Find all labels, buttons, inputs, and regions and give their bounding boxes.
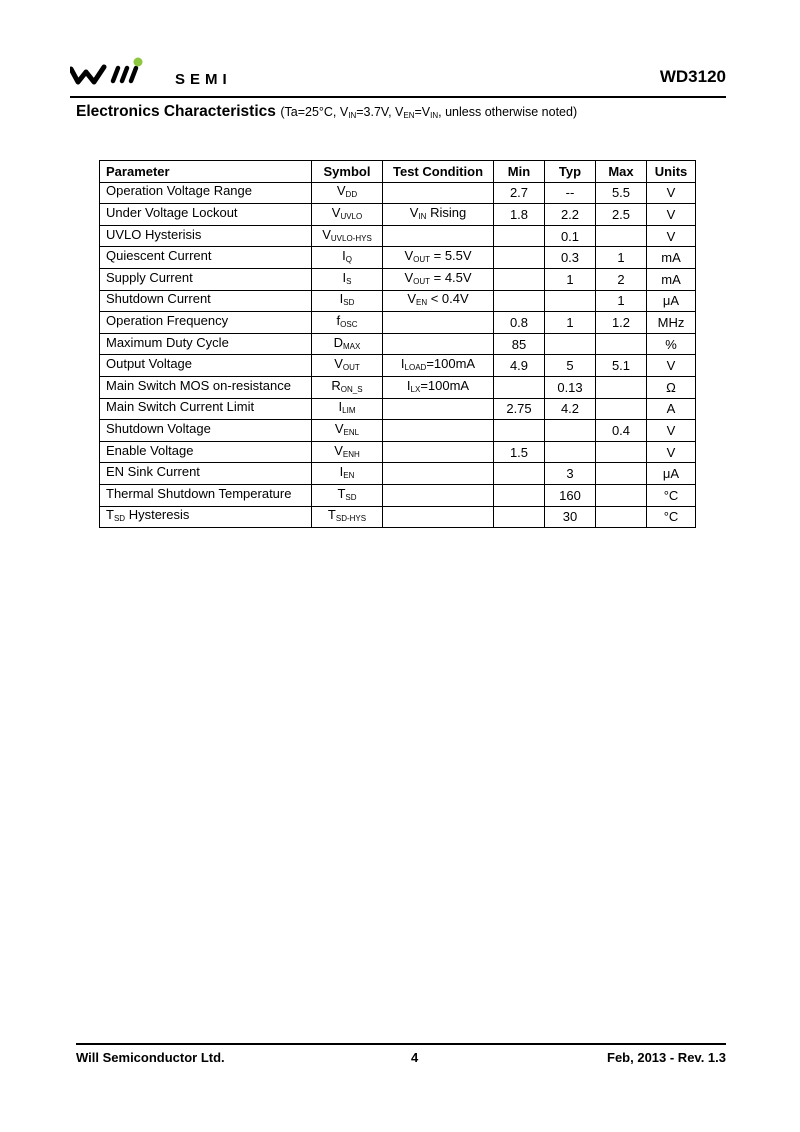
page-footer	[76, 1043, 726, 1067]
column-header: Max	[596, 161, 647, 183]
column-header: Test Condition	[383, 161, 494, 183]
units-cell: °C	[647, 484, 696, 506]
table-row	[100, 204, 696, 226]
typ-cell: 2.2	[545, 204, 596, 226]
test-condition-cell	[383, 312, 494, 334]
section-title	[76, 103, 577, 121]
units-cell: μA	[647, 463, 696, 485]
min-cell	[494, 420, 545, 442]
typ-cell: 5	[545, 355, 596, 377]
symbol-cell: $I_Q$	[312, 247, 383, 269]
max-cell	[596, 225, 647, 247]
typ-cell: 160	[545, 484, 596, 506]
symbol-cell: $V_{UVLO-HYS}$	[312, 225, 383, 247]
units-cell: μA	[647, 290, 696, 312]
table-row	[100, 312, 696, 334]
units-cell: V	[647, 204, 696, 226]
typ-cell	[545, 290, 596, 312]
parameter-cell: Thermal Shutdown Temperature	[100, 484, 312, 506]
max-cell	[596, 376, 647, 398]
parameter-cell: Shutdown Voltage	[100, 420, 312, 442]
table-row	[100, 376, 696, 398]
symbol-cell: $V_{UVLO}$	[312, 204, 383, 226]
units-cell: °C	[647, 506, 696, 528]
column-header: Units	[647, 161, 696, 183]
units-cell: mA	[647, 268, 696, 290]
table-row	[100, 506, 696, 528]
document-id: WD3120	[659, 67, 726, 86]
units-cell: mA	[647, 247, 696, 269]
logo-text: SEMI	[175, 71, 232, 88]
column-header: Parameter	[100, 161, 312, 183]
min-cell: 1.5	[494, 441, 545, 463]
test-condition-cell	[383, 441, 494, 463]
test-condition-cell	[383, 333, 494, 355]
table-row	[100, 484, 696, 506]
symbol-cell: $f_{OSC}$	[312, 312, 383, 334]
test-condition-cell: $V_{EN} < 0.4V$	[383, 290, 494, 312]
column-header: Typ	[545, 161, 596, 183]
max-cell	[596, 484, 647, 506]
max-cell: 1	[596, 247, 647, 269]
test-condition-cell: $V_{OUT} = 5.5V$	[383, 247, 494, 269]
typ-cell	[545, 420, 596, 442]
units-cell: Ω	[647, 376, 696, 398]
typ-cell: 0.1	[545, 225, 596, 247]
max-cell: 2	[596, 268, 647, 290]
parameter-cell: UVLO Hysterisis	[100, 225, 312, 247]
column-header: Min	[494, 161, 545, 183]
max-cell	[596, 506, 647, 528]
typ-cell	[545, 333, 596, 355]
units-cell: V	[647, 420, 696, 442]
min-cell	[494, 376, 545, 398]
max-cell: 1	[596, 290, 647, 312]
test-condition-cell: $V_{IN}$ Rising	[383, 204, 494, 226]
table-row	[100, 268, 696, 290]
typ-cell: 0.13	[545, 376, 596, 398]
symbol-cell: $I_{LIM}$	[312, 398, 383, 420]
min-cell: 2.75	[494, 398, 545, 420]
min-cell: 85	[494, 333, 545, 355]
typ-cell	[545, 441, 596, 463]
parameter-cell: EN Sink Current	[100, 463, 312, 485]
parameter-cell: Main Switch Current Limit	[100, 398, 312, 420]
electrical-characteristics-table	[99, 160, 696, 528]
max-cell	[596, 463, 647, 485]
min-cell	[494, 290, 545, 312]
table-row	[100, 420, 696, 442]
min-cell: 2.7	[494, 182, 545, 204]
parameter-cell: Supply Current	[100, 268, 312, 290]
max-cell: 1.2	[596, 312, 647, 334]
parameter-cell: Operation Frequency	[100, 312, 312, 334]
will-logo-mark-icon	[70, 56, 170, 90]
max-cell: 2.5	[596, 204, 647, 226]
min-cell	[494, 225, 545, 247]
symbol-cell: $I_S$	[312, 268, 383, 290]
min-cell	[494, 484, 545, 506]
parameter-cell: $T_{SD}$ Hysteresis	[100, 506, 312, 528]
parameter-cell: Under Voltage Lockout	[100, 204, 312, 226]
typ-cell: 4.2	[545, 398, 596, 420]
typ-cell: 1	[545, 268, 596, 290]
test-condition-cell	[383, 484, 494, 506]
parameter-cell: Main Switch MOS on-resistance	[100, 376, 312, 398]
units-cell: V	[647, 441, 696, 463]
table-header-row	[100, 161, 696, 183]
symbol-cell: $I_{EN}$	[312, 463, 383, 485]
max-cell: 5.5	[596, 182, 647, 204]
table-row	[100, 182, 696, 204]
page-header	[70, 56, 726, 98]
parameter-cell: Output Voltage	[100, 355, 312, 377]
footer-revision: Feb, 2013 - Rev. 1.3	[607, 1050, 726, 1065]
symbol-cell: $I_{SD}$	[312, 290, 383, 312]
units-cell: MHz	[647, 312, 696, 334]
min-cell	[494, 247, 545, 269]
table-row	[100, 463, 696, 485]
min-cell: 4.9	[494, 355, 545, 377]
symbol-cell: $V_{ENH}$	[312, 441, 383, 463]
footer-company: Will Semiconductor Ltd.	[76, 1050, 225, 1065]
units-cell: A	[647, 398, 696, 420]
test-condition-cell: $I_{LOAD}=100mA$	[383, 355, 494, 377]
test-condition-cell: $V_{OUT} = 4.5V$	[383, 268, 494, 290]
test-condition-cell: $I_{LX}=100mA$	[383, 376, 494, 398]
typ-cell: 0.3	[545, 247, 596, 269]
typ-cell: 1	[545, 312, 596, 334]
max-cell	[596, 333, 647, 355]
test-condition-cell	[383, 506, 494, 528]
units-cell: V	[647, 355, 696, 377]
typ-cell: --	[545, 182, 596, 204]
units-cell: %	[647, 333, 696, 355]
table-row	[100, 333, 696, 355]
units-cell: V	[647, 182, 696, 204]
units-cell: V	[647, 225, 696, 247]
symbol-cell: $D_{MAX}$	[312, 333, 383, 355]
symbol-cell: $R_{ON\_S}$	[312, 376, 383, 398]
max-cell	[596, 441, 647, 463]
typ-cell: 3	[545, 463, 596, 485]
parameter-cell: Maximum Duty Cycle	[100, 333, 312, 355]
table-row	[100, 398, 696, 420]
table-row	[100, 441, 696, 463]
parameter-cell: Shutdown Current	[100, 290, 312, 312]
symbol-cell: $V_{OUT}$	[312, 355, 383, 377]
parameter-cell: Quiescent Current	[100, 247, 312, 269]
column-header: Symbol	[312, 161, 383, 183]
symbol-cell: $V_{DD}$	[312, 182, 383, 204]
min-cell	[494, 506, 545, 528]
company-logo	[70, 56, 270, 92]
symbol-cell: $V_{ENL}$	[312, 420, 383, 442]
section-conditions: (Ta=25°C, $V_{IN}=3.7V$, $V_{EN}=V_{IN}$, unless otherwise noted)	[280, 105, 578, 120]
table-row	[100, 290, 696, 312]
test-condition-cell	[383, 398, 494, 420]
table-row	[100, 225, 696, 247]
typ-cell: 30	[545, 506, 596, 528]
symbol-cell: $T_{SD-HYS}$	[312, 506, 383, 528]
test-condition-cell	[383, 225, 494, 247]
max-cell: 0.4	[596, 420, 647, 442]
test-condition-cell	[383, 182, 494, 204]
min-cell: 0.8	[494, 312, 545, 334]
section-heading: Electronics Characteristics	[76, 103, 276, 120]
max-cell	[596, 398, 647, 420]
test-condition-cell	[383, 463, 494, 485]
min-cell	[494, 268, 545, 290]
test-condition-cell	[383, 420, 494, 442]
table-row	[100, 355, 696, 377]
max-cell: 5.1	[596, 355, 647, 377]
min-cell	[494, 463, 545, 485]
table-row	[100, 247, 696, 269]
parameter-cell: Operation Voltage Range	[100, 182, 312, 204]
min-cell: 1.8	[494, 204, 545, 226]
symbol-cell: $T_{SD}$	[312, 484, 383, 506]
footer-page-number: 4	[411, 1050, 419, 1065]
parameter-cell: Enable Voltage	[100, 441, 312, 463]
